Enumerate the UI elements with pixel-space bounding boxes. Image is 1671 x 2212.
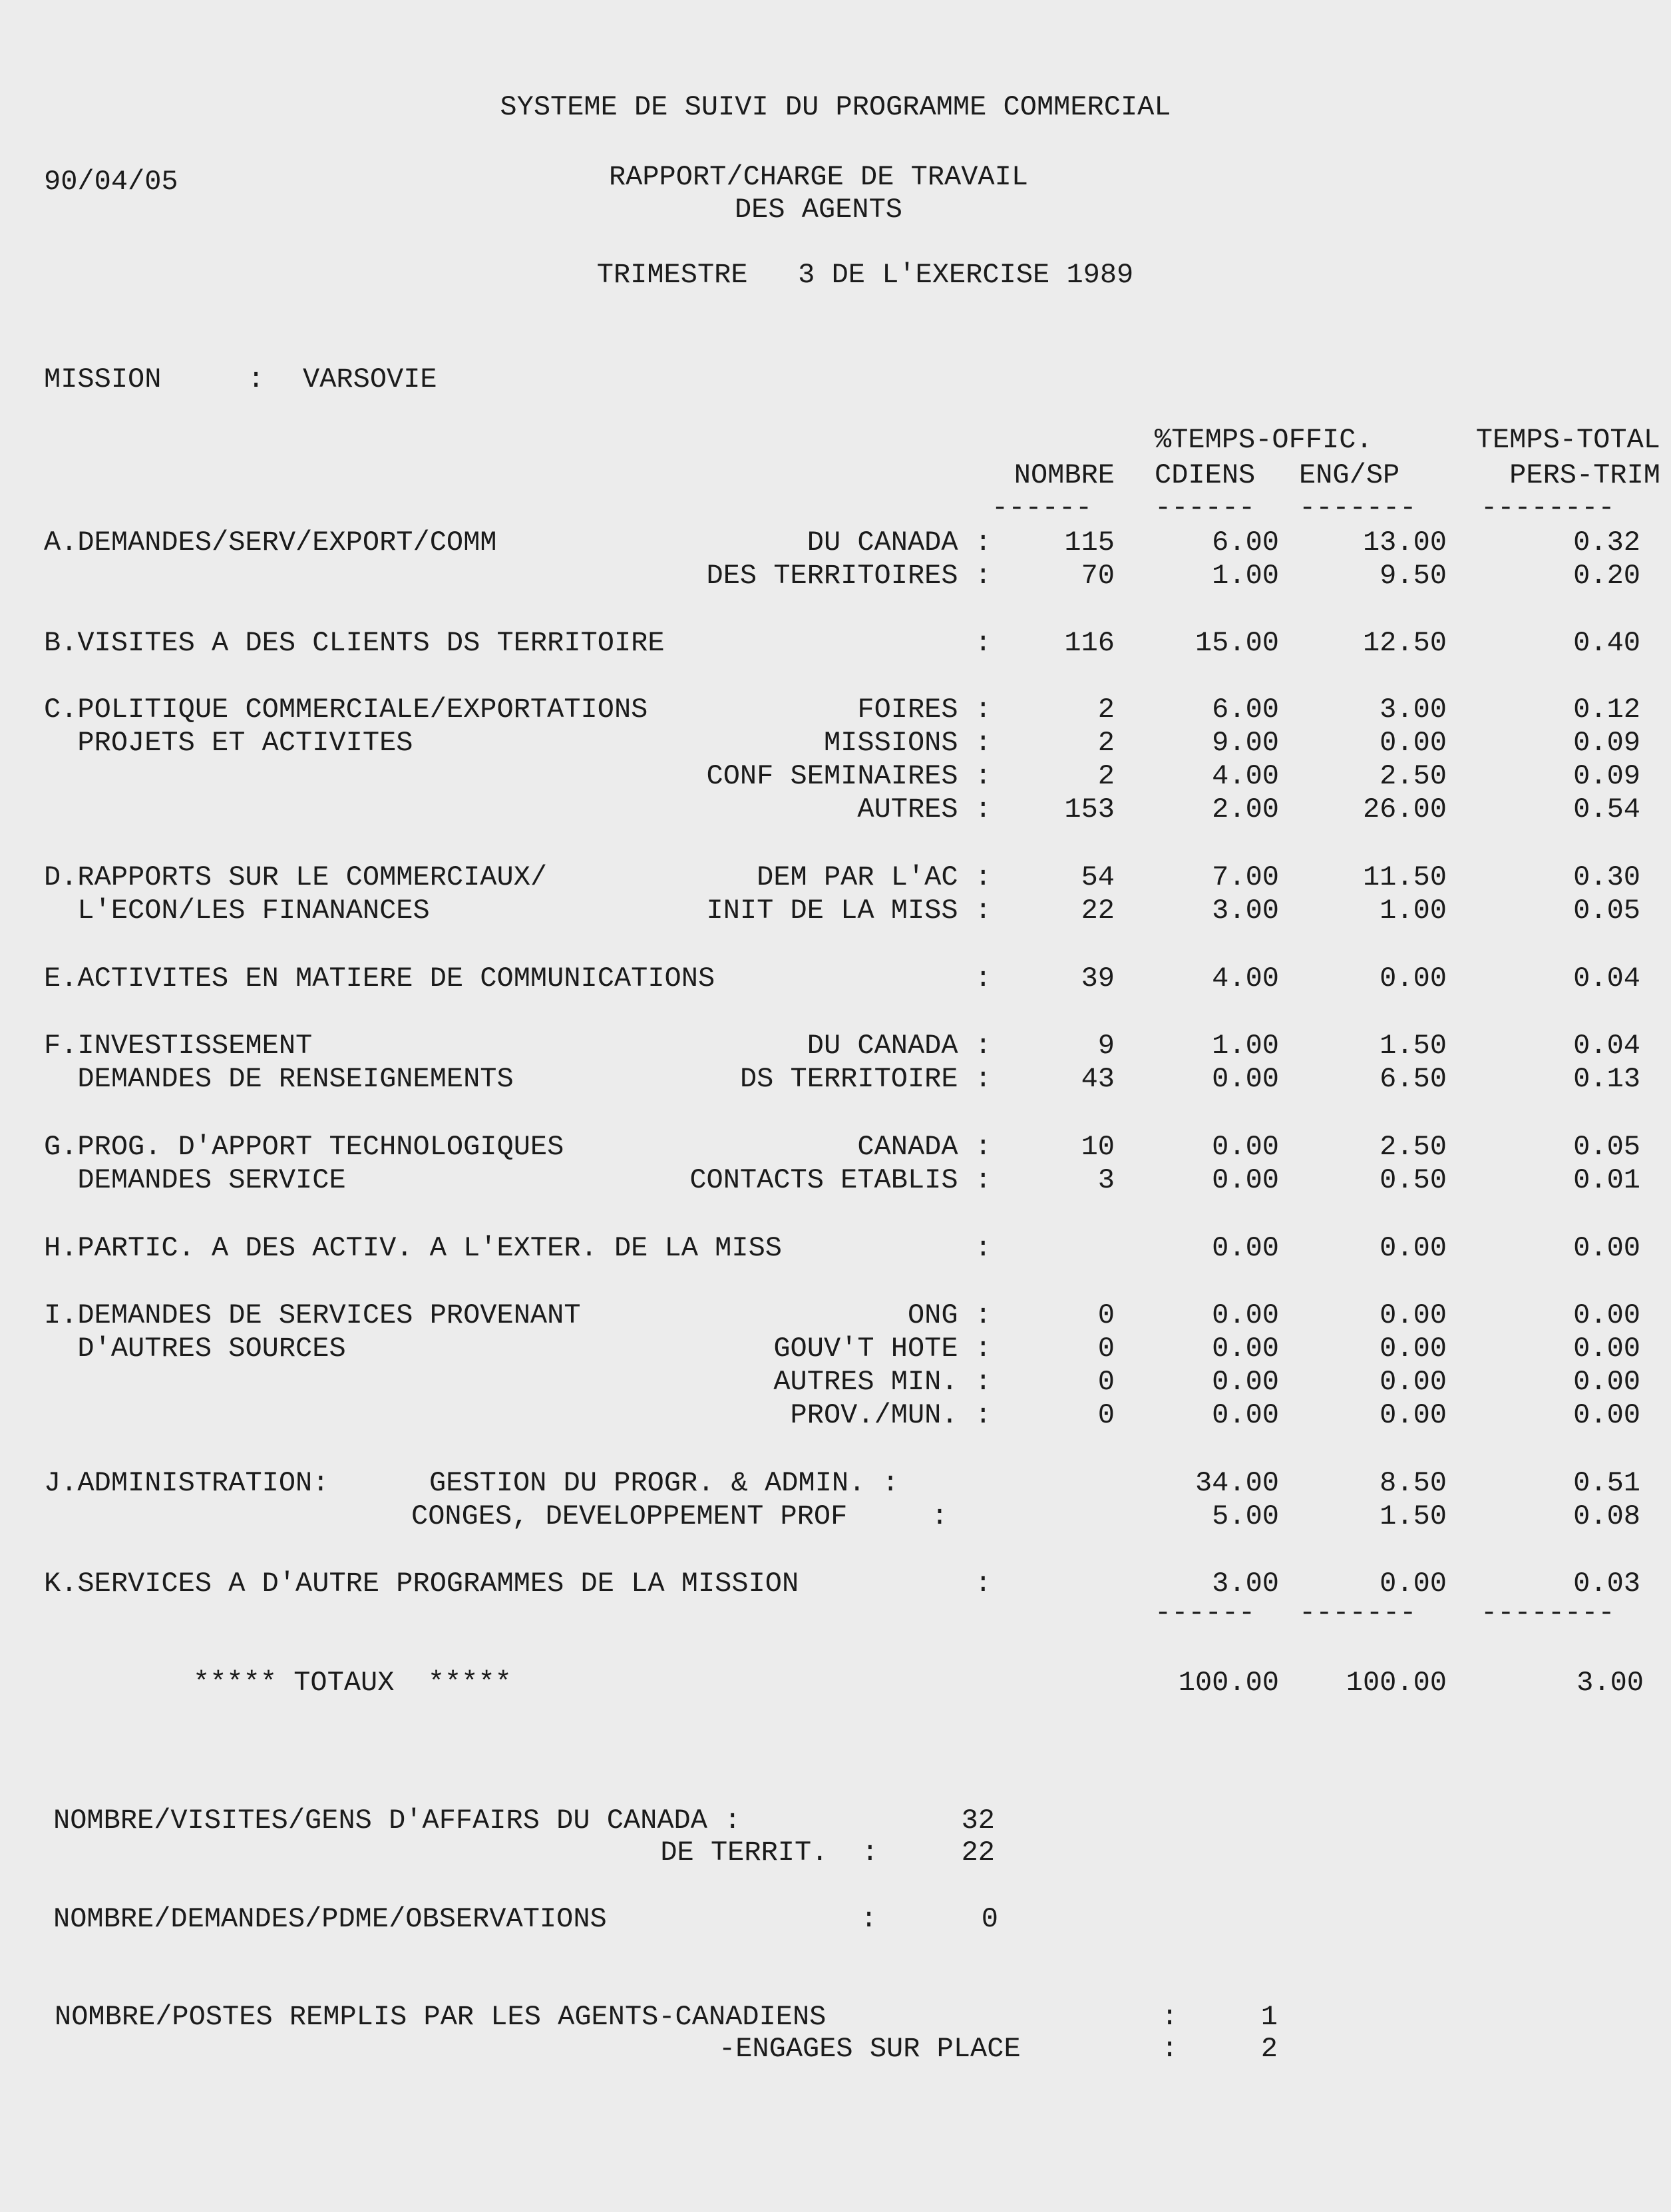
row-subcategory-label: CONF SEMINAIRES : (706, 760, 992, 792)
column-underline-nombre: ------ (992, 492, 1093, 524)
totals-pers: 3.00 (1577, 1667, 1644, 1699)
row-cdiens: 0.00 (1212, 1333, 1279, 1365)
demandes-pdme-separator: : (860, 1903, 878, 1935)
row-engsp: 0.00 (1380, 1232, 1447, 1264)
engages-sur-place-separator: : (1161, 2033, 1179, 2065)
row-nombre: 3 (1097, 1164, 1115, 1196)
row-category-label: G.PROG. D'APPORT TECHNOLOGIQUES (44, 1131, 564, 1163)
row-pers-trim: 0.04 (1573, 963, 1640, 995)
row-cdiens: 2.00 (1212, 793, 1279, 825)
row-cdiens: 3.00 (1212, 895, 1279, 927)
totals-engsp: 100.00 (1346, 1667, 1447, 1699)
row-cdiens: 34.00 (1195, 1467, 1279, 1499)
column-header-perstrim: PERS-TRIM (1509, 459, 1660, 491)
row-nombre: 0 (1097, 1299, 1115, 1331)
row-nombre: 153 (1064, 793, 1115, 825)
row-pers-trim: 0.03 (1573, 1568, 1640, 1600)
row-subcategory-label: : (974, 1568, 992, 1600)
mission-label: MISSION (44, 363, 162, 395)
row-nombre: 116 (1064, 627, 1115, 659)
row-subcategory-label: GESTION DU PROGR. & ADMIN. : (429, 1467, 899, 1499)
row-category-label: L'ECON/LES FINANANCES (44, 895, 430, 927)
row-cdiens: 4.00 (1212, 963, 1279, 995)
row-subcategory-label: DU CANADA : (807, 1030, 992, 1062)
visites-canada-label: NOMBRE/VISITES/GENS D'AFFAIRS DU CANADA : (53, 1805, 741, 1837)
row-subcategory-label: CONTACTS ETABLIS : (689, 1164, 992, 1196)
row-subcategory-label: INIT DE LA MISS : (706, 895, 992, 927)
column-group-header: %TEMPS-OFFIC. (1155, 424, 1373, 456)
report-title: RAPPORT/CHARGE DE TRAVAIL (608, 161, 1029, 193)
totals-underline-engsp: ------- (1299, 1597, 1417, 1629)
row-nombre: 0 (1097, 1399, 1115, 1431)
row-engsp: 1.50 (1380, 1030, 1447, 1062)
row-pers-trim: 0.32 (1573, 527, 1640, 558)
row-nombre: 43 (1081, 1063, 1115, 1095)
row-subcategory-label: GOUV'T HOTE : (773, 1333, 992, 1365)
row-cdiens: 3.00 (1212, 1568, 1279, 1600)
row-nombre: 0 (1097, 1366, 1115, 1398)
column-header-nombre: NOMBRE (1014, 459, 1115, 491)
row-subcategory-label: CONGES, DEVELOPPEMENT PROF : (411, 1500, 948, 1532)
demandes-pdme-value: 0 (981, 1903, 998, 1935)
row-cdiens: 0.00 (1212, 1399, 1279, 1431)
row-nombre: 9 (1097, 1030, 1115, 1062)
row-cdiens: 1.00 (1212, 1030, 1279, 1062)
row-nombre: 0 (1097, 1333, 1115, 1365)
row-cdiens: 0.00 (1212, 1164, 1279, 1196)
row-subcategory-label: FOIRES : (857, 694, 992, 726)
row-pers-trim: 0.09 (1573, 727, 1640, 759)
row-engsp: 0.00 (1380, 1299, 1447, 1331)
row-nombre: 22 (1081, 895, 1115, 927)
row-nombre: 2 (1097, 727, 1115, 759)
demandes-pdme-label: NOMBRE/DEMANDES/PDME/OBSERVATIONS (53, 1903, 607, 1935)
row-cdiens: 5.00 (1212, 1500, 1279, 1532)
row-pers-trim: 0.08 (1573, 1500, 1640, 1532)
row-nombre: 54 (1081, 861, 1115, 893)
row-pers-trim: 0.13 (1573, 1063, 1640, 1095)
row-cdiens: 0.00 (1212, 1063, 1279, 1095)
row-engsp: 0.00 (1380, 1333, 1447, 1365)
row-engsp: 6.50 (1380, 1063, 1447, 1095)
row-pers-trim: 0.00 (1573, 1299, 1640, 1331)
engages-sur-place-value: 2 (1260, 2033, 1278, 2065)
row-cdiens: 4.00 (1212, 760, 1279, 792)
mission-separator: : (248, 363, 265, 395)
column-underline-cdiens: ------ (1155, 492, 1256, 524)
row-cdiens: 15.00 (1195, 627, 1279, 659)
row-cdiens: 0.00 (1212, 1131, 1279, 1163)
report-subtitle: DES AGENTS (734, 194, 903, 226)
row-pers-trim: 0.01 (1573, 1164, 1640, 1196)
column-underline-perstrim: -------- (1481, 492, 1615, 524)
row-cdiens: 6.00 (1212, 527, 1279, 558)
row-pers-trim: 0.09 (1573, 760, 1640, 792)
report-period: TRIMESTRE 3 DE L'EXERCISE 1989 (596, 259, 1134, 291)
row-nombre: 2 (1097, 760, 1115, 792)
row-pers-trim: 0.54 (1573, 793, 1640, 825)
row-category-label: J.ADMINISTRATION: (44, 1467, 329, 1499)
row-cdiens: 0.00 (1212, 1366, 1279, 1398)
visites-territ-label: DE TERRIT. : (660, 1837, 878, 1869)
row-engsp: 13.00 (1362, 527, 1447, 558)
row-nombre: 115 (1064, 527, 1115, 558)
row-engsp: 12.50 (1362, 627, 1447, 659)
row-pers-trim: 0.40 (1573, 627, 1640, 659)
row-engsp: 0.00 (1380, 963, 1447, 995)
row-category-label: E.ACTIVITES EN MATIERE DE COMMUNICATIONS (44, 963, 715, 995)
row-engsp: 2.50 (1380, 1131, 1447, 1163)
row-engsp: 0.50 (1380, 1164, 1447, 1196)
row-pers-trim: 0.04 (1573, 1030, 1640, 1062)
row-engsp: 0.00 (1380, 1366, 1447, 1398)
row-subcategory-label: MISSIONS : (823, 727, 992, 759)
row-cdiens: 7.00 (1212, 861, 1279, 893)
row-category-label: I.DEMANDES DE SERVICES PROVENANT (44, 1299, 581, 1331)
row-category-label: B.VISITES A DES CLIENTS DS TERRITOIRE (44, 627, 665, 659)
row-pers-trim: 0.30 (1573, 861, 1640, 893)
visites-canada-value: 32 (961, 1805, 995, 1837)
mission-value: VARSOVIE (303, 363, 437, 395)
row-pers-trim: 0.00 (1573, 1232, 1640, 1264)
row-cdiens: 9.00 (1212, 727, 1279, 759)
row-engsp: 11.50 (1362, 861, 1447, 893)
row-subcategory-label: DES TERRITOIRES : (706, 560, 992, 592)
row-subcategory-label: DEM PAR L'AC : (757, 861, 992, 893)
row-engsp: 0.00 (1380, 1568, 1447, 1600)
postes-canadiens-label: NOMBRE/POSTES REMPLIS PAR LES AGENTS-CANADIENS (55, 2001, 827, 2033)
row-category-label: DEMANDES DE RENSEIGNEMENTS (44, 1063, 514, 1095)
row-cdiens: 1.00 (1212, 560, 1279, 592)
row-subcategory-label: : (974, 1232, 992, 1264)
column-header-total-top: TEMPS-TOTAL (1475, 424, 1660, 456)
row-nombre: 70 (1081, 560, 1115, 592)
row-nombre: 39 (1081, 963, 1115, 995)
row-subcategory-label: ONG : (907, 1299, 992, 1331)
row-pers-trim: 0.51 (1573, 1467, 1640, 1499)
row-engsp: 3.00 (1380, 694, 1447, 726)
row-engsp: 26.00 (1362, 793, 1447, 825)
row-cdiens: 0.00 (1212, 1299, 1279, 1331)
row-nombre: 10 (1081, 1131, 1115, 1163)
row-category-label: DEMANDES SERVICE (44, 1164, 346, 1196)
row-subcategory-label: PROV./MUN. : (790, 1399, 992, 1431)
row-engsp: 1.50 (1380, 1500, 1447, 1532)
row-pers-trim: 0.12 (1573, 694, 1640, 726)
column-header-cdiens: CDIENS (1155, 459, 1256, 491)
row-nombre: 2 (1097, 694, 1115, 726)
row-category-label: F.INVESTISSEMENT (44, 1030, 313, 1062)
visites-territ-value: 22 (961, 1837, 995, 1869)
row-pers-trim: 0.20 (1573, 560, 1640, 592)
totals-cdiens: 100.00 (1178, 1667, 1279, 1699)
row-category-label: D'AUTRES SOURCES (44, 1333, 346, 1365)
postes-canadiens-value: 1 (1260, 2001, 1278, 2033)
row-engsp: 8.50 (1380, 1467, 1447, 1499)
postes-canadiens-separator: : (1161, 2001, 1179, 2033)
row-engsp: 0.00 (1380, 1399, 1447, 1431)
row-subcategory-label: : (974, 627, 992, 659)
row-pers-trim: 0.05 (1573, 1131, 1640, 1163)
row-category-label: H.PARTIC. A DES ACTIV. A L'EXTER. DE LA MISS (44, 1232, 782, 1264)
row-pers-trim: 0.05 (1573, 895, 1640, 927)
row-pers-trim: 0.00 (1573, 1366, 1640, 1398)
row-engsp: 9.50 (1380, 560, 1447, 592)
row-engsp: 1.00 (1380, 895, 1447, 927)
totals-underline-pers: -------- (1481, 1597, 1615, 1629)
column-underline-engsp: ------- (1299, 492, 1417, 524)
row-cdiens: 0.00 (1212, 1232, 1279, 1264)
system-title: SYSTEME DE SUIVI DU PROGRAMME COMMERCIAL (500, 91, 1171, 123)
row-subcategory-label: AUTRES : (857, 793, 992, 825)
row-engsp: 0.00 (1380, 727, 1447, 759)
row-category-label: A.DEMANDES/SERV/EXPORT/COMM (44, 527, 497, 558)
row-category-label: PROJETS ET ACTIVITES (44, 727, 413, 759)
row-subcategory-label: DS TERRITOIRE : (739, 1063, 992, 1095)
row-category-label: K.SERVICES A D'AUTRE PROGRAMMES DE LA MISSION (44, 1568, 799, 1600)
row-category-label: D.RAPPORTS SUR LE COMMERCIAUX/ (44, 861, 548, 893)
row-cdiens: 6.00 (1212, 694, 1279, 726)
row-subcategory-label: DU CANADA : (807, 527, 992, 558)
row-pers-trim: 0.00 (1573, 1333, 1640, 1365)
row-subcategory-label: AUTRES MIN. : (773, 1366, 992, 1398)
totals-underline-cdiens: ------ (1155, 1597, 1256, 1629)
row-engsp: 2.50 (1380, 760, 1447, 792)
row-subcategory-label: : (974, 963, 992, 995)
column-header-engsp: ENG/SP (1299, 459, 1400, 491)
engages-sur-place-label: -ENGAGES SUR PLACE (719, 2033, 1021, 2065)
row-subcategory-label: CANADA : (857, 1131, 992, 1163)
row-category-label: C.POLITIQUE COMMERCIALE/EXPORTATIONS (44, 694, 648, 726)
report-date: 90/04/05 (44, 166, 178, 198)
row-pers-trim: 0.00 (1573, 1399, 1640, 1431)
totals-label: ***** TOTAUX ***** (193, 1667, 512, 1699)
